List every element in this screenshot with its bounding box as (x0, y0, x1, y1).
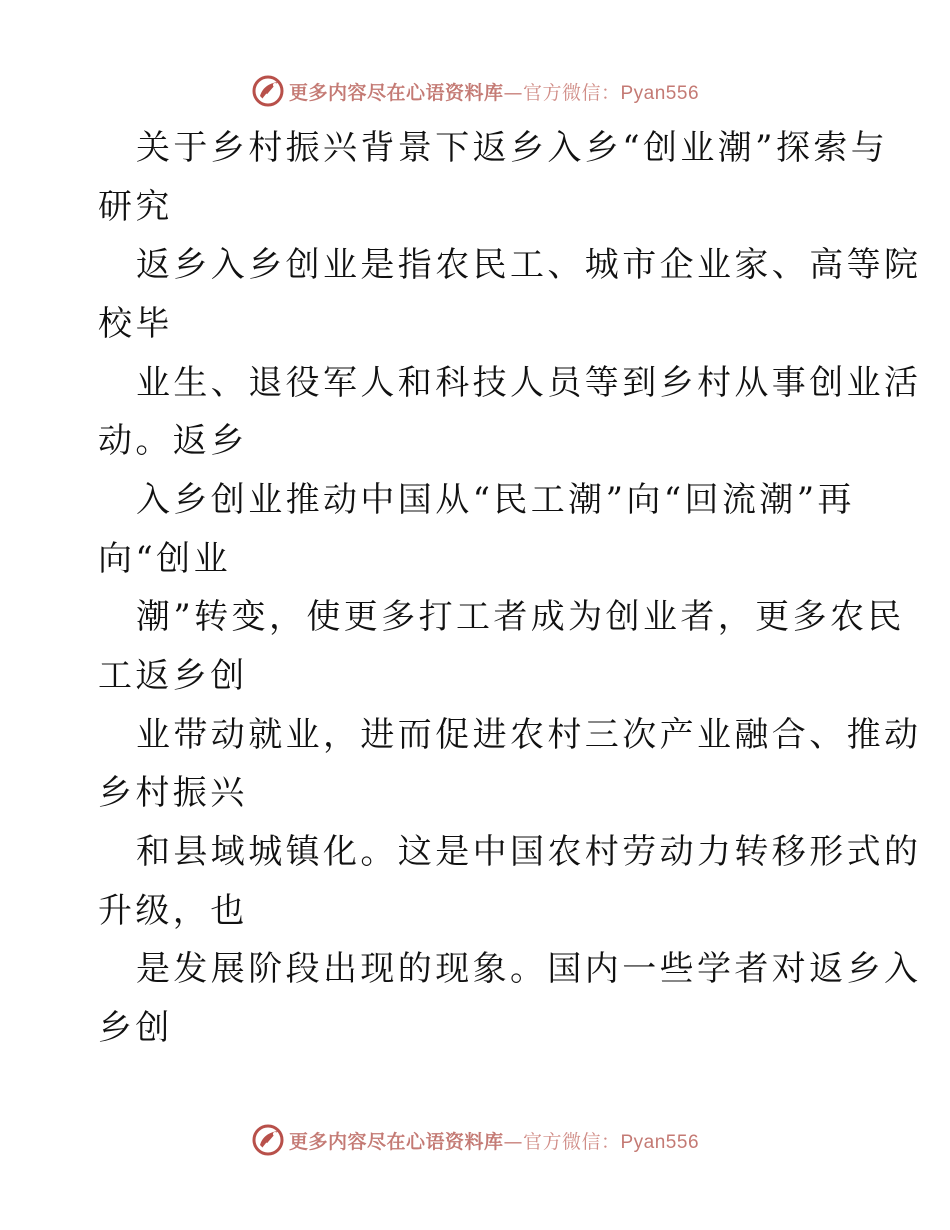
paragraph-line: 是发展阶段出现的现象。国内一些学者对返乡入 (136, 949, 922, 989)
header-handle: Pyan556 (620, 82, 700, 104)
footer-banner-text (289, 1127, 699, 1154)
paragraph-line: 乡创 (98, 1008, 173, 1048)
paragraph-line: 返乡入乡创业是指农民工、城市企业家、高等院 (136, 245, 922, 285)
paragraph-line: 升级，也 (98, 891, 248, 931)
paragraph-line: 业生、退役军人和科技人员等到乡村从事创业活 (136, 363, 922, 403)
paragraph-line: 潮”转变，使更多打工者成为创业者，更多农民 (136, 597, 905, 637)
paragraph-line: 和县域城镇化。这是中国农村劳动力转移形式的 (136, 832, 922, 872)
brand-logo-icon (251, 74, 285, 108)
header-banner-text (289, 78, 699, 105)
paragraph-line: 工返乡创 (98, 656, 248, 696)
footer-dash: — (503, 1130, 523, 1153)
footer-main-text: 更多内容尽在心语资料库 (288, 1130, 504, 1153)
paragraph-line: 业带动就业，进而促进农村三次产业融合、推动 (136, 715, 922, 755)
header-banner (0, 71, 950, 111)
footer-handle: Pyan556 (620, 1131, 700, 1153)
footer-banner (0, 1120, 950, 1160)
paragraph-line: 入乡创业推动中国从“民工潮”向“回流潮”再 (136, 480, 855, 520)
document-title-line-2: 研究 (98, 187, 173, 227)
paragraph-line: 向“创业 (98, 539, 231, 579)
header-main-text: 更多内容尽在心语资料库 (288, 81, 504, 104)
paragraph-line: 动。返乡 (98, 421, 248, 461)
document-title-line-1: 关于乡村振兴背景下返乡入乡“创业潮”探索与 (136, 128, 889, 168)
header-sub-text: 官方微信： (522, 81, 621, 104)
paragraph-line: 校毕 (98, 304, 173, 344)
footer-sub-text: 官方微信： (522, 1130, 621, 1153)
brand-logo-icon (251, 1123, 285, 1157)
header-dash: — (503, 81, 523, 104)
paragraph-line: 乡村振兴 (98, 773, 248, 813)
